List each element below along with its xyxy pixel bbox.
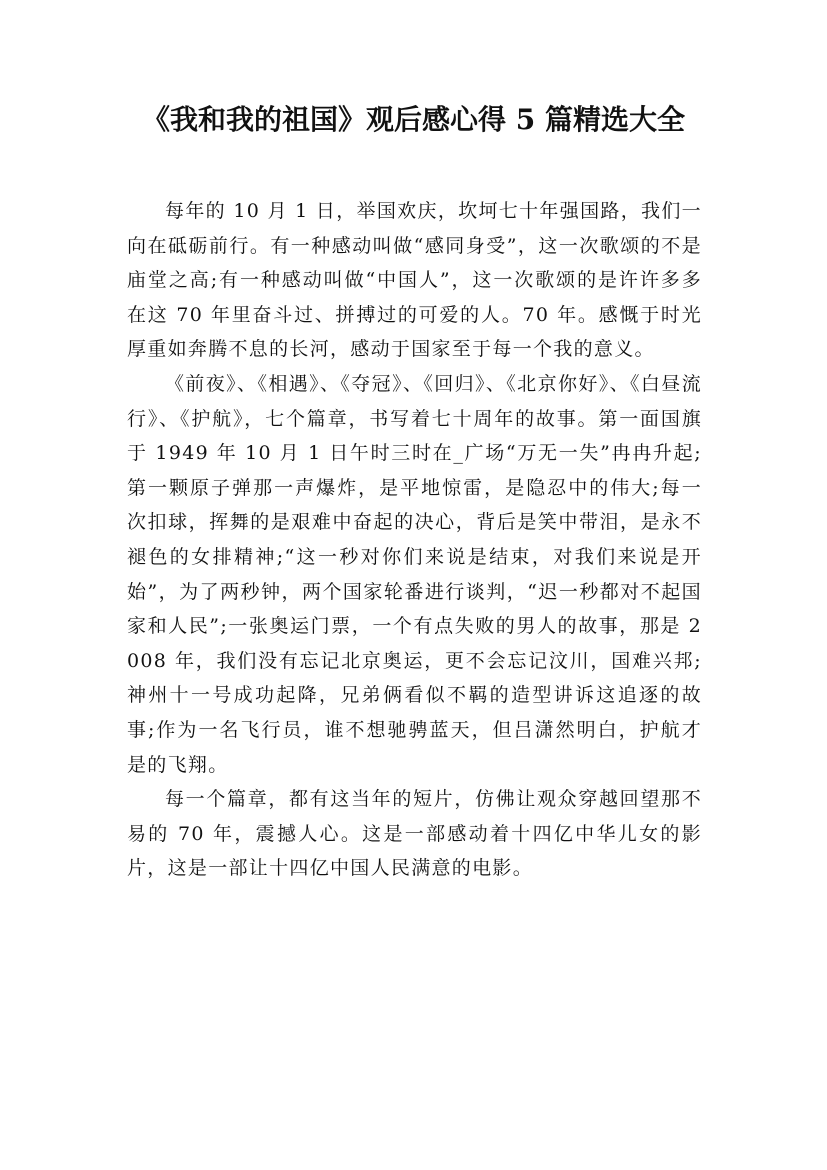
paragraph-1: 每年的 10 月 1 日，举国欢庆，坎坷七十年强国路，我们一向在砥砺前行。有一种感动叫做“感同身受”，这一次歌颂的不是庙堂之高;有一种感动叫做“中国人”，这一次歌颂的是许许多多在这 70 年里奋斗过、拼搏过的可爱的人。70 年。感慨于时光厚重如奔腾不息的长河，感动于国家至于每一个我的意义。	[127, 200, 702, 361]
document-body	[127, 194, 702, 886]
paragraph-3: 每一个篇章，都有这当年的短片，仿佛让观众穿越回望那不易的 70 年，震撼人心。这是一部感动着十四亿中华儿女的影片，这是一部让十四亿中国人民满意的电影。	[127, 788, 702, 880]
document-title: 《我和我的祖国》观后感心得 5 篇精选大全	[142, 103, 685, 136]
paragraph-2: 《前夜》、《相遇》、《夺冠》、《回归》、《北京你好》、《白昼流行》、《护航》，七个篇章，书写着七十周年的故事。第一面国旗于 1949 年 10 月 1 日午时三时在_广场“万无一失”冉冉升起;第一颗原子弹那一声爆炸，是平地惊雷，是隐忍中的伟大;每一次扣球，挥舞的是艰难中奋起的决心，背后是笑中带泪，是永不褪色的女排精神;“这一秒对你们来说是结束，对我们来说是开始”，为了两秒钟，两个国家轮番进行谈判，“迟一秒都对不起国家和人民”;一张奥运门票，一个有点失败的男人的故事，那是 2008 年，我们没有忘记北京奥运，更不会忘记汶川，国难兴邦;神州十一号成功起降，兄弟俩看似不羁的造型讲诉这追逐的故事;作为一名飞行员，谁不想驰骋蓝天，但吕潇然明白，护航才是的飞翔。	[127, 372, 702, 776]
